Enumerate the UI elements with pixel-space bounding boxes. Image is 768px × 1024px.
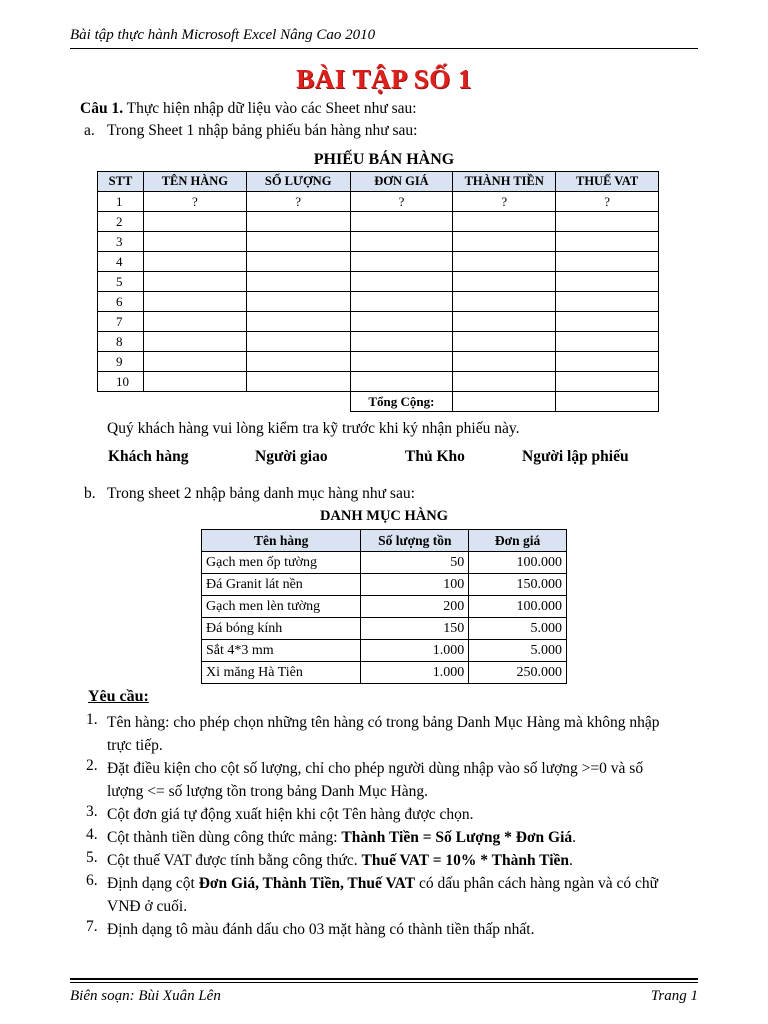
total-row (98, 392, 659, 412)
empty-cell (246, 352, 350, 372)
signature-customer: Khách hàng (108, 448, 189, 465)
empty-cell (143, 232, 246, 252)
header-ten-hang: TÊN HÀNG (143, 172, 246, 192)
table-row (202, 662, 567, 684)
catalog-header-row (202, 530, 567, 552)
req-3-number: 3. (86, 803, 98, 820)
empty-cell (453, 252, 556, 272)
empty-cell (556, 332, 659, 352)
placeholder-cell: ? (246, 192, 350, 212)
part-b-marker: b. (84, 485, 96, 502)
table-row (98, 192, 659, 212)
item-stock: 50 (361, 552, 469, 574)
req-2-number: 2. (86, 757, 98, 774)
req-5-number: 5. (86, 849, 98, 866)
req-1-text: Tên hàng: cho phép chọn những tên hàng có trong bảng Danh Mục Hàng mà không nhập trực tiếp. (107, 714, 660, 754)
empty-cell (350, 212, 453, 232)
empty-cell (143, 352, 246, 372)
part-b-text: Trong sheet 2 nhập bảng danh mục hàng như sau: (107, 485, 415, 502)
header-don-gia: Đơn giá (469, 530, 567, 552)
empty-cell (246, 292, 350, 312)
empty-cell (246, 312, 350, 332)
total-thanh-tien-cell (453, 392, 556, 412)
empty-cell (350, 292, 453, 312)
empty-cell (350, 332, 453, 352)
table-row (202, 596, 567, 618)
empty-cell (246, 212, 350, 232)
item-name: Đá Granit lát nền (202, 574, 361, 596)
empty-cell (556, 372, 659, 392)
stt-cell: 8 (98, 332, 144, 352)
empty-cell (246, 272, 350, 292)
table-row (202, 618, 567, 640)
empty-cell (350, 232, 453, 252)
placeholder-cell: ? (143, 192, 246, 212)
item-price: 250.000 (469, 662, 567, 684)
table-row (98, 232, 659, 252)
stt-cell: 6 (98, 292, 144, 312)
stt-cell: 7 (98, 312, 144, 332)
req-3-text: Cột đơn giá tự động xuất hiện khi cột Tên hàng được chọn. (107, 806, 474, 823)
table-row (98, 372, 659, 392)
empty-cell (350, 372, 453, 392)
question-1-label: Câu 1. (80, 100, 124, 117)
footer-divider (70, 978, 698, 980)
table-row (98, 312, 659, 332)
empty-cell (556, 212, 659, 232)
req-7-number: 7. (86, 918, 98, 935)
stt-cell: 10 (98, 372, 144, 392)
catalog-title: DANH MỤC HÀNG (319, 508, 449, 524)
stt-cell: 4 (98, 252, 144, 272)
header-stt: STT (98, 172, 144, 192)
item-name: Gạch men ốp tường (202, 552, 361, 574)
empty-cell (246, 372, 350, 392)
item-stock: 100 (361, 574, 469, 596)
empty-cell (246, 332, 350, 352)
header-ten-hang: Tên hàng (202, 530, 361, 552)
empty-cell (556, 352, 659, 372)
signature-warehouse: Thủ Kho (405, 448, 465, 465)
stt-cell: 5 (98, 272, 144, 292)
empty-cell (453, 212, 556, 232)
stt-cell: 3 (98, 232, 144, 252)
empty-cell (453, 332, 556, 352)
empty-cell (143, 312, 246, 332)
empty-cell (350, 312, 453, 332)
empty-cell (143, 292, 246, 312)
header-thanh-tien: THÀNH TIỀN (453, 172, 556, 192)
signature-preparer: Người lập phiếu (522, 448, 629, 465)
empty-cell (143, 372, 246, 392)
item-name: Gạch men lèn tường (202, 596, 361, 618)
item-price: 5.000 (469, 640, 567, 662)
empty-cell (556, 252, 659, 272)
table-row (202, 640, 567, 662)
placeholder-cell: ? (453, 192, 556, 212)
req-2-text: Đặt điều kiện cho cột số lượng, chỉ cho phép người dùng nhập vào số lượng >=0 và số lượng <= số lượng tồn trong bảng Danh Mục Hàng. (107, 760, 644, 800)
placeholder-cell: ? (556, 192, 659, 212)
question-1 (80, 100, 417, 118)
item-stock: 150 (361, 618, 469, 640)
req-7-text: Định dạng tô màu đánh dấu cho 03 mặt hàng có thành tiền thấp nhất. (107, 921, 535, 938)
empty-cell (350, 352, 453, 372)
empty-cell (453, 292, 556, 312)
empty-cell (143, 272, 246, 292)
table-row (98, 352, 659, 372)
footer-page-number: Trang 1 (650, 988, 698, 1004)
req-1-number: 1. (86, 711, 98, 728)
item-price: 100.000 (469, 596, 567, 618)
empty-cell (453, 272, 556, 292)
item-stock: 1.000 (361, 640, 469, 662)
question-1-text: Thực hiện nhập dữ liệu vào các Sheet như sau: (123, 100, 417, 117)
part-a-marker: a. (84, 122, 95, 139)
item-stock: 1.000 (361, 662, 469, 684)
table-row (98, 332, 659, 352)
total-thue-vat-cell (556, 392, 659, 412)
signature-deliverer: Người giao (255, 448, 328, 465)
empty-cell (350, 272, 453, 292)
empty-cell (246, 252, 350, 272)
invoice-title: PHIẾU BÁN HÀNG (313, 151, 455, 168)
req-6-number: 6. (86, 872, 98, 889)
page-title: BÀI TẬP SỐ 1 (296, 64, 472, 94)
item-price: 100.000 (469, 552, 567, 574)
table-row (202, 574, 567, 596)
invoice-header-row (98, 172, 659, 192)
header-so-luong-ton: Số lượng tồn (361, 530, 469, 552)
stt-cell: 1 (98, 192, 144, 212)
table-row (98, 292, 659, 312)
placeholder-cell: ? (350, 192, 453, 212)
req-5-text: Cột thuế VAT được tính bằng công thức. Thuế VAT = 10% * Thành Tiền. (107, 852, 573, 869)
empty-cell (143, 332, 246, 352)
stt-cell: 2 (98, 212, 144, 232)
header-don-gia: ĐƠN GIÁ (350, 172, 453, 192)
item-name: Xi măng Hà Tiên (202, 662, 361, 684)
item-name: Sắt 4*3 mm (202, 640, 361, 662)
empty-cell (350, 252, 453, 272)
table-row (98, 212, 659, 232)
item-price: 5.000 (469, 618, 567, 640)
empty-cell (453, 312, 556, 332)
item-name: Đá bóng kính (202, 618, 361, 640)
catalog-table (201, 529, 567, 684)
req-6-text: Định dạng cột Đơn Giá, Thành Tiền, Thuế VAT có dấu phân cách hàng ngàn và có chữ VNĐ ở cuối. (107, 875, 659, 915)
req-4-text: Cột thành tiền dùng công thức mảng: Thành Tiền = Số Lượng * Đơn Giá. (107, 829, 577, 846)
requirements-heading: Yêu cầu: (88, 688, 149, 705)
empty-cell (556, 232, 659, 252)
invoice-table (97, 171, 659, 412)
table-row (202, 552, 567, 574)
empty-cell (246, 232, 350, 252)
part-a-text: Trong Sheet 1 nhập bảng phiếu bán hàng như sau: (107, 122, 418, 139)
header-divider (70, 48, 698, 49)
header-thue-vat: THUẾ VAT (556, 172, 659, 192)
empty-cell (143, 212, 246, 232)
empty-cell (453, 352, 556, 372)
empty-cell (556, 292, 659, 312)
header-so-luong: SỐ LƯỢNG (246, 172, 350, 192)
req-4-number: 4. (86, 826, 98, 843)
total-label: Tổng Cộng: (350, 392, 453, 412)
item-stock: 200 (361, 596, 469, 618)
table-row (98, 272, 659, 292)
empty-cell (556, 272, 659, 292)
empty-cell (453, 372, 556, 392)
page-header: Bài tập thực hành Microsoft Excel Nâng Cao 2010 (70, 27, 376, 43)
empty-cell (453, 232, 556, 252)
empty-cell (143, 252, 246, 272)
footer-author: Biên soạn: Bùi Xuân Lên (70, 988, 221, 1004)
item-price: 150.000 (469, 574, 567, 596)
footer-divider-thin (70, 982, 698, 983)
table-row (98, 252, 659, 272)
empty-cell (556, 312, 659, 332)
stt-cell: 9 (98, 352, 144, 372)
check-note: Quý khách hàng vui lòng kiểm tra kỹ trước khi ký nhận phiếu này. (107, 420, 520, 437)
